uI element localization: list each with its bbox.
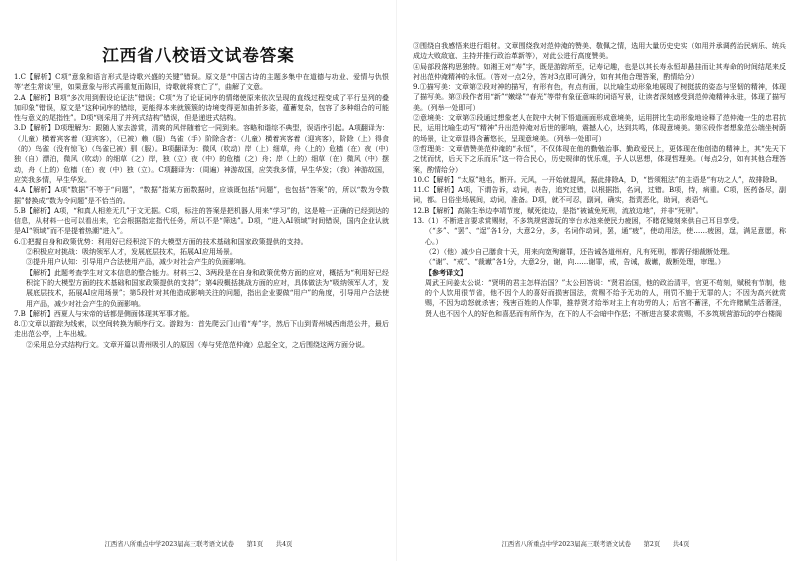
answer-paragraph: ④局部段落构思独特。如湘王对“寿”字，既是游踪所至，记寿记趣，也是以其长寿永恒却悬挂而让其寿命的时间结尾来反衬出范仲淹精神的永恒。（答对一点2分，答对3点即可满分，如有其他合理答案，酌情给分） <box>413 62 786 81</box>
answer-paragraph: （“多”、“罢”、“逞”各1分，大意2分，多，名词作动词，罢，通“疲”，使动用法，使……疲困，逞，满足意愿，称心。） <box>425 227 786 246</box>
answer-paragraph: 9.①描写美：文章第②段对神的描写，有形有色，有点有面，以比喻生动形象地展现了树挺拔的姿态与坚韧的精神，体现了描写美。第③段作者用“新”“嫩绿”“春光”等带有象征意味的词语写景，让读者深刻感受到范仲淹精神永驻，体现了描写美。（列举一处即可） <box>413 83 786 112</box>
translation-heading: 【参考译文】 <box>425 267 467 277</box>
answer-paragraph: 10.C【解析】“太原”地名，断开。元风，一开始就提风，据此排除A，D，“皆须粗法”的主语是“有功之人”，故排除B。 <box>413 175 782 184</box>
answer-paragraph: 6.①把握自身和政策优势：利用好已经积淀下的大模型方面的技术基础和国家政策提供的支持。 <box>14 237 308 246</box>
answer-paragraph: 5.B【解析】A项，“和真人相差无几”于文无据。C项，标注的答案是把机器人用来“学习”的，这是唯一正确的已经到达的信息，从材料一也可以看出来，它会根据指定指代任务，所以不是“筛选”。D项，“进入AI领域”时间错误，国内企业认就是AI“领域”而不是提着热潮“进入”。 <box>14 206 389 236</box>
answer-paragraph: （“谢”、“戒”、“裁谳”各1分，大意2分，谢，向……谢罪，戒，告诫，裁谳，裁断处理，审理。） <box>425 258 725 267</box>
right-page <box>397 0 794 561</box>
answer-paragraph: ③围绕自我感悟来进行组材。文章围绕我对范仲淹的赞美、敬佩之情，选用大量历史史实（如用并承调药治民病乐、统兵成边大败敌寇、主持并推行政治革新等），对此公进行高度赞美。 <box>413 42 786 61</box>
document-title: 江西省八校语文试卷答案 <box>102 46 295 65</box>
left-page-body <box>14 72 389 350</box>
answer-paragraph: 3.D【解析】D项理解为：跟随人家去游赏，清爽的风伴随着它一同到来。容略和谐综不典型，误语序引起。A项翻译为：（儿童）横着宾客着（迎宾客），（已被）赖（服）鸟雀（手）阶除含者：（儿童）横着宾客着（迎宾客），阶除（上）得食（的）鸟雀（没有惊飞）（鸟雀已被）驯（服）。B项翻译为：微风（吹动）岸（上）细草，舟（上的）危樯（在）夜（中）独（自）漂泊，微风（吹动）的细草（之）岸，独（立）夜（中）的危樯（之）舟；岸（上的）细草（在）微风（中）摆动，舟（上的）危樯（在）夜（中）独（立）。C项翻译为：（周遍）神游故国，应笑我多情，早生华发；（我）神游故国，应笑我多情，早生华发。 <box>14 124 389 184</box>
answer-paragraph: ③提升用户认知：引导用户合法使用产品，减少对社会产生的负面影响。 <box>26 258 250 267</box>
answer-paragraph: ②积极应对挑战：吸纳领军人才，发展底层技术，拓展AI应用场景。 <box>26 248 237 257</box>
answer-paragraph: 2.A【解析】B项“多次用到假设论证法”错误；C项“为了论证词序的情绪使原来依次呈现的直线过程变成了平行呈列的叠加印象”错误，原文是“这种词序的错综，更能得本来就簇簇的诗境变得更加曲折多姿，蕴蓄复杂，包容了多种组合的可能性与意义的尾指性”。D项“则采用了并列式结构”错误，但是递进式结构。 <box>14 93 389 123</box>
answer-paragraph: 8.①文章以游踪为线索，以空间转换为顺序行文。游踪为：首先爬云门山看“寿”字，然后下山到青州城西南范公井，最后走出范公亭，上车出城。 <box>14 320 389 339</box>
answer-paragraph: ②意境美：文章第⑤段通过想象老人在院中大树下悟道画面形成意境美，运用拼比生动形象地诠释了范仲淹一生的忠君抗民，运用比喻生动写“精神”升出范仲淹对后世的影响，震撼人心，达到共鸣，体现意境美。第⑥段作者想象范公端坐树荫的场景，让文章显得含蓄悠长，呈现意境美。（列举一处即可） <box>413 114 786 143</box>
left-page-footer: 江西省八所重点中学2023届高三联考语文试卷 第1页 共4页 <box>104 541 293 548</box>
answer-paragraph: 4.A【解析】A项“数据”不等于“问题”，“数据”指某方面数据时，应该既包括“问题”，也包括“答案”的，所以“数为令数据”替换成“数为令问题”是不恰当的。 <box>14 186 389 205</box>
answer-paragraph: （2）（他）减少自己膳食十天，用来向宽殉谢罪，还告诫各道州府，凡有死刑，都需仔细裁断处理。 <box>425 247 734 256</box>
answer-paragraph: 7.B【解析】西夏人与宋帝的话都是侧面体现其军事才能。 <box>14 309 194 318</box>
answer-paragraph: ③哲理美：文章借赞美范仲淹的“永恒”，不仅体现在他的勤勉治事、勤政爱民上，更体现在他创造的精神上，其“先天下之忧而忧，后天下之乐而乐”这一符合民心，历史规律的忧乐观，予人以思想，体现哲理美。（每点2分，如有其他合理答案，酌情给分） <box>413 144 786 174</box>
answer-paragraph: 【解析】此题考查学生对文本信息的整合能力。材料三2、3两段是在自身和政策优势方面的应对，概括为“利用好已经积淀下的大模型方面的技术基础和国家政策提供的支持”；第4段概括挑战方面的应对，具体做法为“吸纳领军人才，发展底层技术，拓展AI应用场景”；第5段针对其他造成影响关注的问题，指出企业要做“用户”的角度，引导用户合法使用产品，减少对社会产生的负面影响。 <box>26 268 389 308</box>
right-page-footer: 江西省八所重点中学2023届高三联考语文试卷 第2页 共4页 <box>501 541 690 548</box>
answer-paragraph: ②采用总分式结构行文。文章开篇以青州吸引人的原因（寿与凭范范仲淹）总起全文，之后围绕这两方面分说。 <box>26 340 369 349</box>
answer-paragraph: 1.C【解析】C项“意象和语言形式是诗歌兴盛的关键”错误。原文是“中国古诗的主题多集中在道德与功业、爱情与仇恨等‘老生常谈’里，如果意象与形式再重复而陈旧，诗歌就将衰亡了”，曲解了文意。 <box>14 73 389 92</box>
answer-paragraph: 12.B【解析】高陈生举边李靖节度，赋死徒边，是指“被诚免死刑，流放边地”，并非“死刑”。 <box>413 206 703 215</box>
right-page-body <box>413 41 786 319</box>
answer-paragraph: 13.（1）不断进言要求赏赐财，不多筑规营游玩的宰台水池来使民力疲困，不睹花镜刻来供自己耳目享受。 <box>413 217 744 226</box>
answer-paragraph: 11.C【解析】A项，下谓告诉，动词，表告，追究过错，以根据指，名词，过错。B项，恃，病重。C项，医药备尽，副词，都。日俗坐场展间，动词，准备。D项，就不可忍，副词，确实，指责恶化，助词，表语气。 <box>413 186 786 205</box>
translation-paragraph: 周武王问姜太公说：“贤明的君主怎样治国？”太公回答说：“贤君治国，他的政治清平，官更不苟刻，赋税有节制，他的个人饮用很节省，他不因个人的喜好而损害国法，赏赐不给予无功的人，刑罚不施于无罪的人；不因为高兴就赏赐，不因为动怒就杀害；残害百姓的人作罪，推荐贤才给举对主上有功劳的人；后宫不蓄淫，不允许赌赋生活奢淫，贤人也不因个人的好色和喜恶而有所作为，在下的人不会暗中作恶；不断进言要求赏赐，不多筑规营游玩的亭台楼阁 <box>425 278 786 318</box>
